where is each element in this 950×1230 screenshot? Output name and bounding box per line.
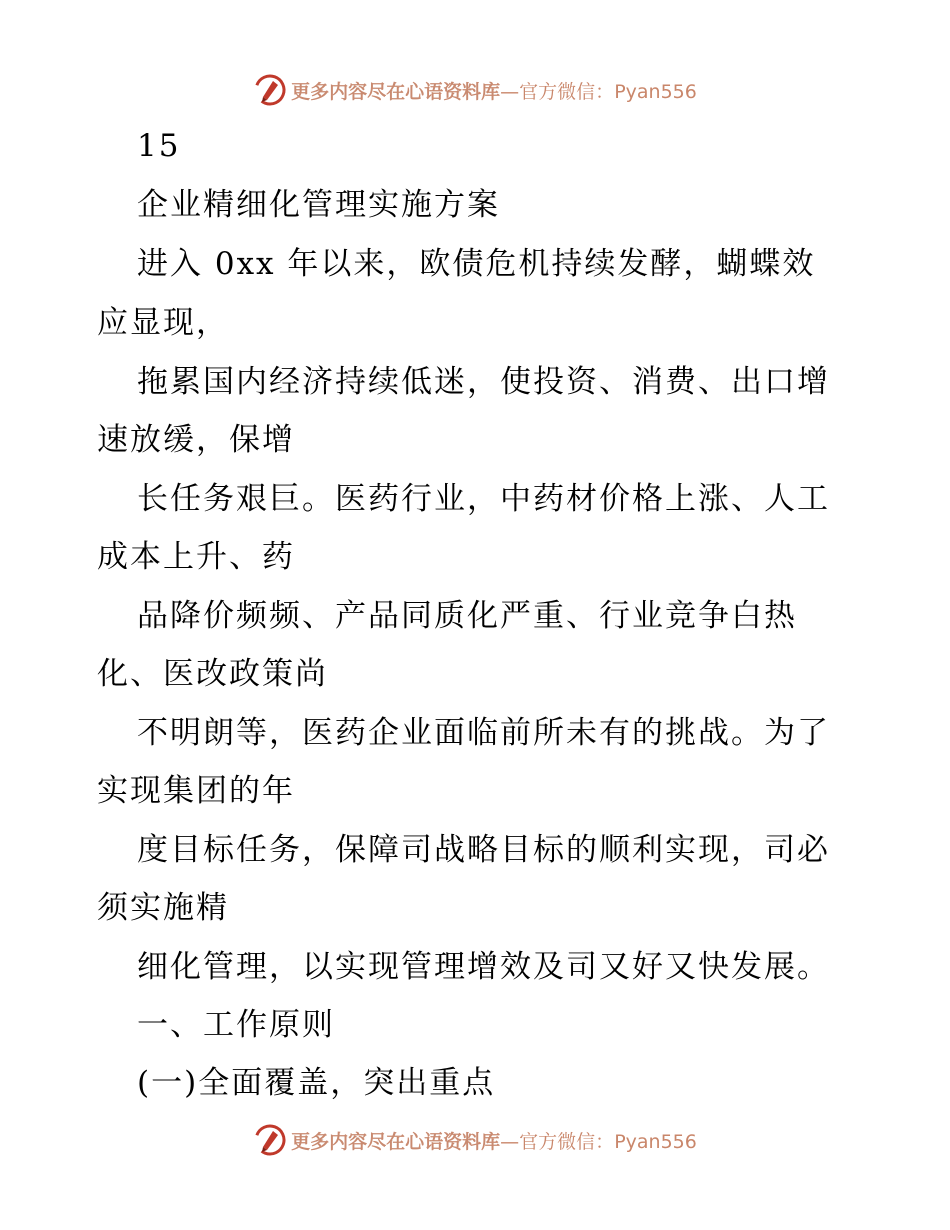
paragraph-line: 不明朗等，医药企业面临前所未有的挑战。为了 [137,715,830,751]
watermark-text: 更多内容尽在心语资料库—官方微信：Pyan556 [291,1130,697,1153]
page-number: 15 [137,128,181,164]
paragraph-line: 度目标任务，保障司战略目标的顺利实现，司必 [137,832,830,868]
paragraph-line: 品降价频频、产品同质化严重、行业竞争白热 [137,598,797,634]
paragraph-line: 应显现， [97,305,229,341]
paragraph-line: 速放缓，保增 [97,422,295,458]
paragraph-line: 细化管理，以实现管理增效及司又好又快发展。 [137,949,830,985]
subsection-heading: (一)全面覆盖，突出重点 [137,1065,496,1101]
document-title: 企业精细化管理实施方案 [137,187,500,223]
paragraph-line: 成本上升、药 [97,539,295,575]
watermark-text: 更多内容尽在心语资料库—官方微信：Pyan556 [291,80,697,103]
paragraph-line: 长任务艰巨。医药行业，中药材价格上涨、人工 [137,481,830,517]
paragraph-line: 实现集团的年 [97,773,295,809]
watermark-footer [0,1120,950,1160]
pen-nib-logo-icon [253,1123,287,1157]
paragraph-line: 化、医改政策尚 [97,656,328,692]
paragraph-line: 须实施精 [97,890,229,926]
paragraph-line: 拖累国内经济持续低迷，使投资、消费、出口增 [137,364,830,400]
section-heading: 一、工作原则 [137,1007,335,1043]
paragraph-line: 进入 0xx 年以来，欧债危机持续发酵，蝴蝶效 [137,246,816,282]
